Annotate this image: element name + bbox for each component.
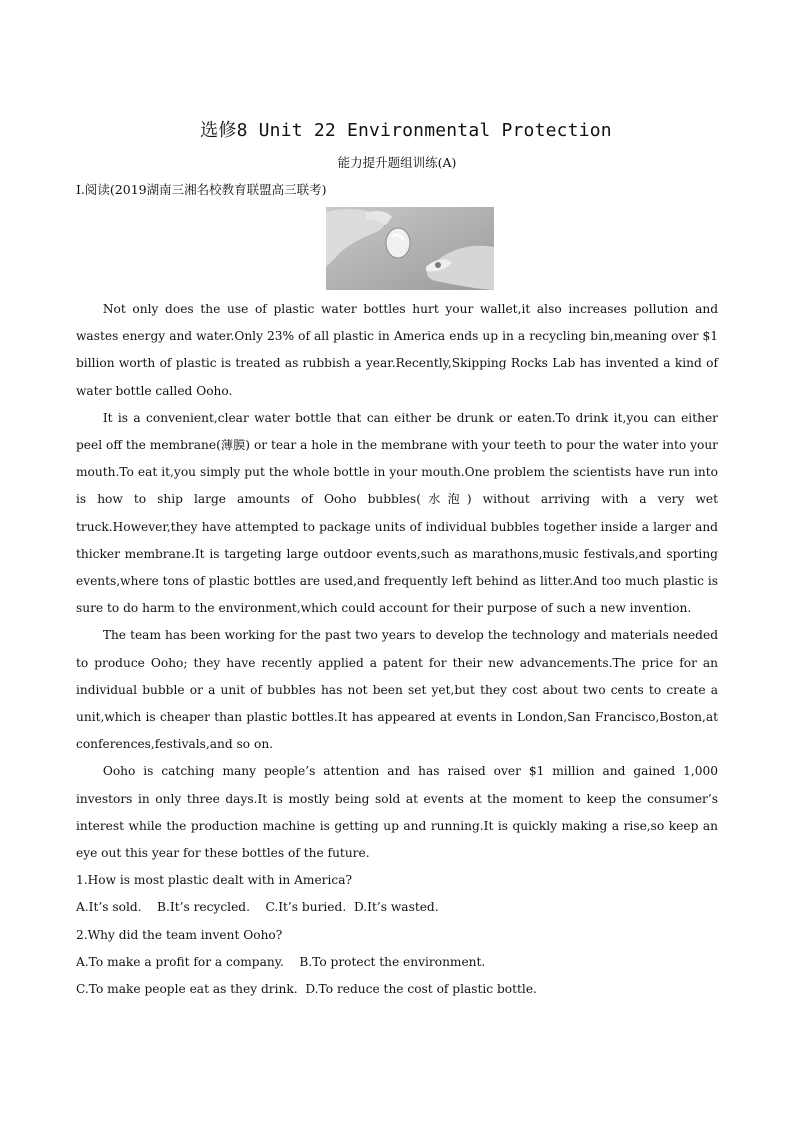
reading-passage — [76, 296, 718, 1003]
hands-holding-water-bubble-photo — [326, 207, 494, 290]
question-2-options-line-2: C.To make people eat as they drink. D.To reduce the cost of plastic bottle. — [76, 982, 537, 997]
section-heading: Ⅰ.阅读(2019湖南三湘名校教育联盟高三联考) — [76, 182, 327, 197]
page-title: 选修8 Unit 22 Environmental Protection — [200, 120, 612, 141]
question-2-options-line-1: A.To make a profit for a company. B.To protect the environment. — [76, 954, 486, 969]
passage-paragraph-2: It is a convenient,clear water bottle that can either be drunk or eaten.To drink it,you can either peel off the membrane(薄膜) or tear a hole in the membrane with your teeth to pour the water into your mouth.To eat it,you simply put the whole bottle in your mouth.One problem the scientists have run into is how to ship large amounts of Ooho bubbles(水泡) without arriving with a very wet truck.However,they have attempted to package units of individual bubbles together inside a larger and thicker membrane.It is targeting large outdoor events,such as marathons,music festivals,and sporting events,where tons of plastic bottles are used,and frequently left behind as litter.And too much plastic is sure to do harm to the environment,which could account for their purpose of such a new invention. — [76, 410, 718, 616]
question-1-stem: 1.How is most plastic dealt with in America? — [76, 873, 353, 888]
passage-paragraph-4: Ooho is catching many people’s attention and has raised over $1 million and gained 1,000 investors in only three days.It is mostly being sold at events at the moment to keep the consumer’s interest while the production machine is getting up and running.It is quickly making a rise,so keep an eye out this year for these bottles of the future. — [76, 764, 718, 861]
question-2-stem: 2.Why did the team invent Ooho? — [76, 927, 283, 942]
question-1-options: A.It’s sold. B.It’s recycled. C.It’s buried. D.It’s wasted. — [76, 900, 439, 915]
page-subtitle: 能力提升题组训练(A) — [337, 155, 457, 170]
passage-paragraph-3: The team has been working for the past two years to develop the technology and materials needed to produce Ooho; they have recently applied a patent for their new advancements.The price for an individual bubble or a unit of bubbles has not been set yet,but they cost about two cents to create a unit,which is cheaper than plastic bottles.It has appeared at events in London,San Francisco,Boston,at conferences,festivals,and so on. — [76, 628, 718, 752]
passage-paragraph-1: Not only does the use of plastic water bottles hurt your wallet,it also increases pollution and wastes energy and water.Only 23% of all plastic in America ends up in a recycling bin,meaning over $1 billion worth of plastic is treated as rubbish a year.Recently,Skipping Rocks Lab has invented a kind of water bottle called Ooho. — [76, 302, 718, 398]
